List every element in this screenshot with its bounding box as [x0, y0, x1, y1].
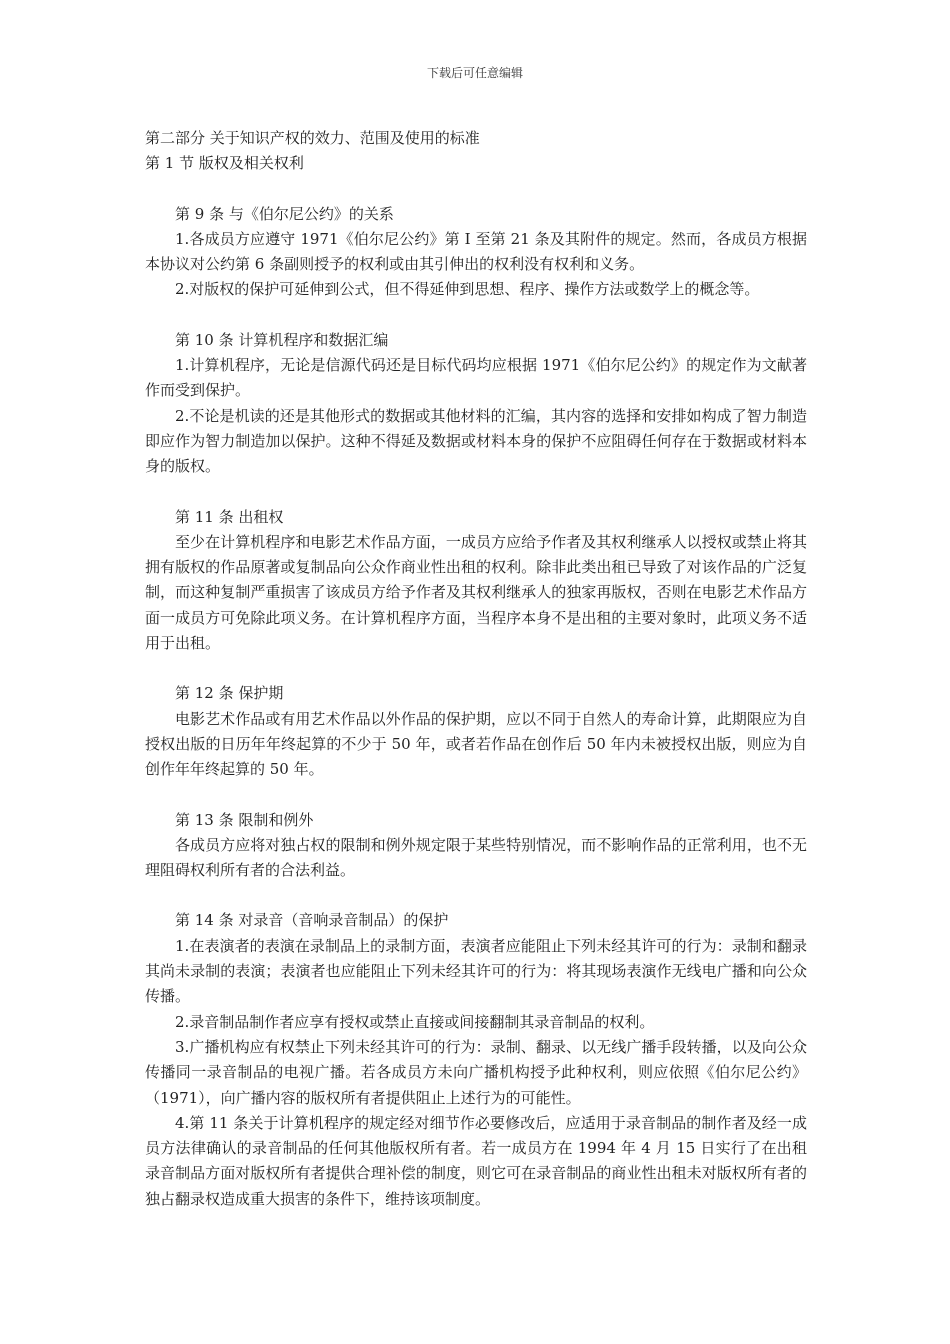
- article-paragraph: 1.在表演者的表演在录制品上的录制方面，表演者应能阻止下列未经其许可的行为：录制和翻录其尚未录制的表演；表演者也应能阻止下列未经其许可的行为：将其现场表演作无线电广播和向公众传播。: [145, 936, 807, 1006]
- article-paragraph: 3.广播机构应有权禁止下列未经其许可的行为：录制、翻录、以无线广播手段转播，以及向公众传播同一录音制品的电视广播。若各成员方未向广播机构授予此种权利，则应依照《伯尔尼公约》（1971），向广播内容的版权所有者提供阻止上述行为的可能性。: [145, 1037, 807, 1107]
- article-paragraph: 电影艺术作品或有用艺术作品以外作品的保护期，应以不同于自然人的寿命计算，此期限应为自授权出版的日历年年终起算的不少于 50 年，或者若作品在创作后 50 年内未被授权出版，则应为自创作年年终起算的 50 年。: [145, 709, 807, 779]
- article-paragraph: 4.第 11 条关于计算机程序的规定经对细节作必要修改后，应适用于录音制品的制作者及经一成员方法律确认的录音制品的任何其他版权所有者。若一成员方在 1994 年 4 月 15 日实行了在出租录音制品方面对版权所有者提供合理补偿的制度，则它可在录音制品的商业性出租未对版权所有者的独占翻录权造成重大损害的条件下，维持该项制度。: [145, 1113, 807, 1208]
- page-header-note: 下载后可任意编辑: [426, 66, 523, 80]
- article-title: 第 12 条 保护期: [175, 684, 284, 703]
- article-paragraph: 1.计算机程序，无论是信源代码还是目标代码均应根据 1971《伯尔尼公约》的规定作为文献著作而受到保护。: [145, 356, 807, 400]
- article-title: 第 11 条 出租权: [175, 507, 284, 526]
- spacer: [145, 783, 807, 808]
- article-paragraph: 2.不论是机读的还是其他形式的数据或其他材料的汇编，其内容的选择和安排如构成了智力制造即应作为智力制造加以保护。这种不得延及数据或材料本身的保护不应阻碍任何存在于数据或材料本身的版权。: [145, 406, 807, 476]
- document-body: [145, 126, 807, 1212]
- article-paragraph: 各成员方应将对独占权的限制和例外规定限于某些特别情况，而不影响作品的正常利用，也不无理阻碍权利所有者的合法利益。: [145, 835, 807, 880]
- article-title: 第 10 条 计算机程序和数据汇编: [175, 330, 389, 349]
- spacer: [145, 303, 807, 328]
- part-title: 第二部分 关于知识产权的效力、范围及使用的标准: [145, 129, 480, 147]
- article-title: 第 13 条 限制和例外: [175, 810, 314, 829]
- article-title: 第 14 条 对录音（音响录音制品）的保护: [175, 911, 449, 930]
- article-paragraph: 2.对版权的保护可延伸到公式，但不得延伸到思想、程序、操作方法或数学上的概念等。: [175, 280, 760, 299]
- spacer: [145, 656, 807, 681]
- spacer: [145, 177, 807, 202]
- article-paragraph: 至少在计算机程序和电影艺术作品方面，一成员方应给予作者及其权利继承人以授权或禁止将其拥有版权的作品原著或复制品向公众作商业性出租的权利。除非此类出租已导致了对该作品的广泛复制，而这种复制严重损害了该成员方给予作者及其权利继承人的独家再版权，否则在电影艺术作品方面一成员方可免除此项义务。在计算机程序方面，当程序本身不是出租的主要对象时，此项义务不适用于出租。: [145, 532, 807, 653]
- spacer: [145, 480, 807, 505]
- article-paragraph: 1.各成员方应遵守 1971《伯尔尼公约》第 I 至第 21 条及其附件的规定。然而，各成员方根据本协议对公约第 6 条副则授予的权利或由其引伸出的权利没有权利和义务。: [145, 229, 807, 274]
- spacer: [145, 883, 807, 908]
- article-paragraph: 2.录音制品制作者应享有授权或禁止直接或间接翻制其录音制品的权利。: [175, 1012, 655, 1031]
- section-title: 第 1 节 版权及相关权利: [145, 154, 304, 173]
- article-title: 第 9 条 与《伯尔尼公约》的关系: [175, 204, 394, 223]
